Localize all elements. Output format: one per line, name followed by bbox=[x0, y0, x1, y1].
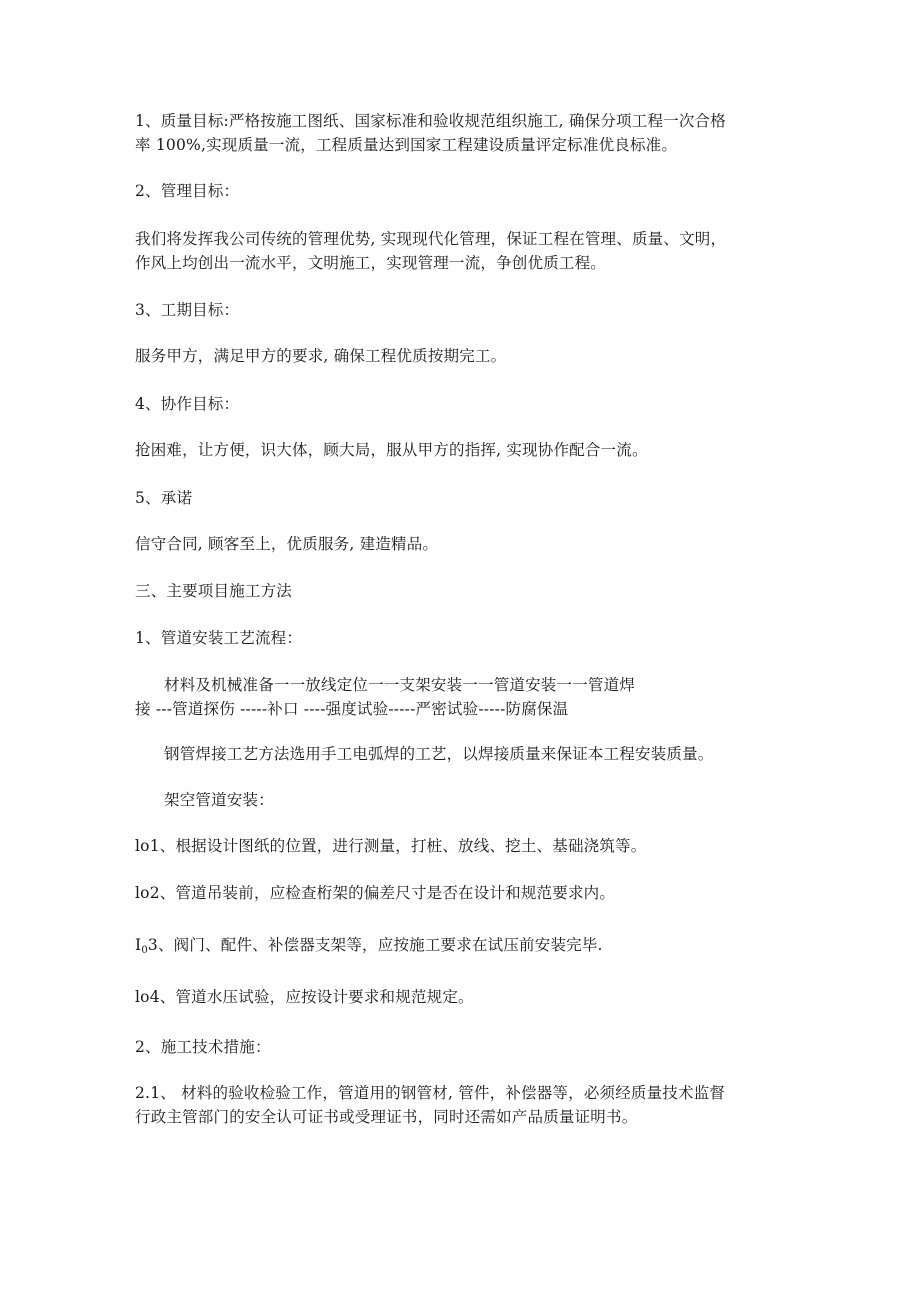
list-item: lo2、管道吊装前，应检查桁架的偏差尺寸是否在设计和规范要求内。 bbox=[135, 884, 616, 902]
management-goal-line-1: 我们将发挥我公司传统的管理优势, 实现现代化管理，保证工程在管理、质量、文明， bbox=[135, 230, 727, 248]
management-goal-heading: 2、管理目标： bbox=[135, 182, 240, 200]
pipe-flow-heading: 1、管道安装工艺流程： bbox=[135, 629, 303, 647]
overhead-pipe-heading: 架空管道安装： bbox=[164, 791, 274, 809]
list-item-text: 3、阀门、配件、补偿器支架等，应按施工要求在试压前安装完毕. bbox=[147, 936, 603, 954]
schedule-goal-text: 服务甲方，满足甲方的要求, 确保工程优质按期完工。 bbox=[135, 347, 507, 365]
section-3-heading: 三、主要项目施工方法 bbox=[135, 582, 293, 600]
cooperation-goal-heading: 4、协作目标： bbox=[135, 395, 240, 413]
tech-measures-heading: 2、施工技术措施： bbox=[135, 1038, 271, 1056]
list-item: lo1、根据设计图纸的位置，进行测量，打桩、放线、挖土、基础浇筑等。 bbox=[135, 837, 647, 855]
list-item-prefix: I bbox=[135, 936, 142, 954]
material-inspection-line-2: 行政主管部门的安全认可证书或受理证书，同时还需如产品质量证明书。 bbox=[135, 1108, 638, 1126]
list-item: lo4、管道水压试验，应按设计要求和规范规定。 bbox=[135, 988, 474, 1006]
management-goal-line-2: 作风上均创出一流水平，文明施工，实现管理一流，争创优质工程。 bbox=[135, 254, 607, 272]
promise-heading: 5、承诺 bbox=[135, 489, 193, 507]
list-item bbox=[135, 932, 603, 964]
schedule-goal-heading: 3、工期目标： bbox=[135, 301, 240, 319]
quality-goal-line-1: 1、质量目标:严格按施工图纸、国家标准和验收规范组织施工, 确保分项工程一次合格 bbox=[135, 112, 726, 130]
promise-text: 信守合同, 顾客至上，优质服务, 建造精品。 bbox=[135, 535, 439, 553]
quality-goal-line-2: 率 100%,实现质量一流，工程质量达到国家工程建设质量评定标准优良标准。 bbox=[135, 136, 678, 154]
cooperation-goal-text: 抢困难，让方便，识大体，顾大局，服从甲方的指挥, 实现协作配合一流。 bbox=[135, 441, 648, 459]
pipe-flow-line-2: 接 ---管道探伤 -----补口 ----强度试验-----严密试验-----防腐保温 bbox=[135, 700, 569, 718]
welding-method-text: 钢管焊接工艺方法选用手工电弧焊的工艺，以焊接质量来保证本工程安装质量。 bbox=[164, 745, 714, 763]
pipe-flow-line-1: 材料及机械准备一一放线定位一一支架安装一一管道安装一一管道焊 bbox=[164, 676, 636, 694]
list-item-subscript: 0 bbox=[141, 945, 148, 956]
material-inspection-line-1: 2.1、 材料的验收检验工作，管道用的钢管材, 管件，补偿器等，必须经质量技术监督 bbox=[135, 1084, 726, 1102]
